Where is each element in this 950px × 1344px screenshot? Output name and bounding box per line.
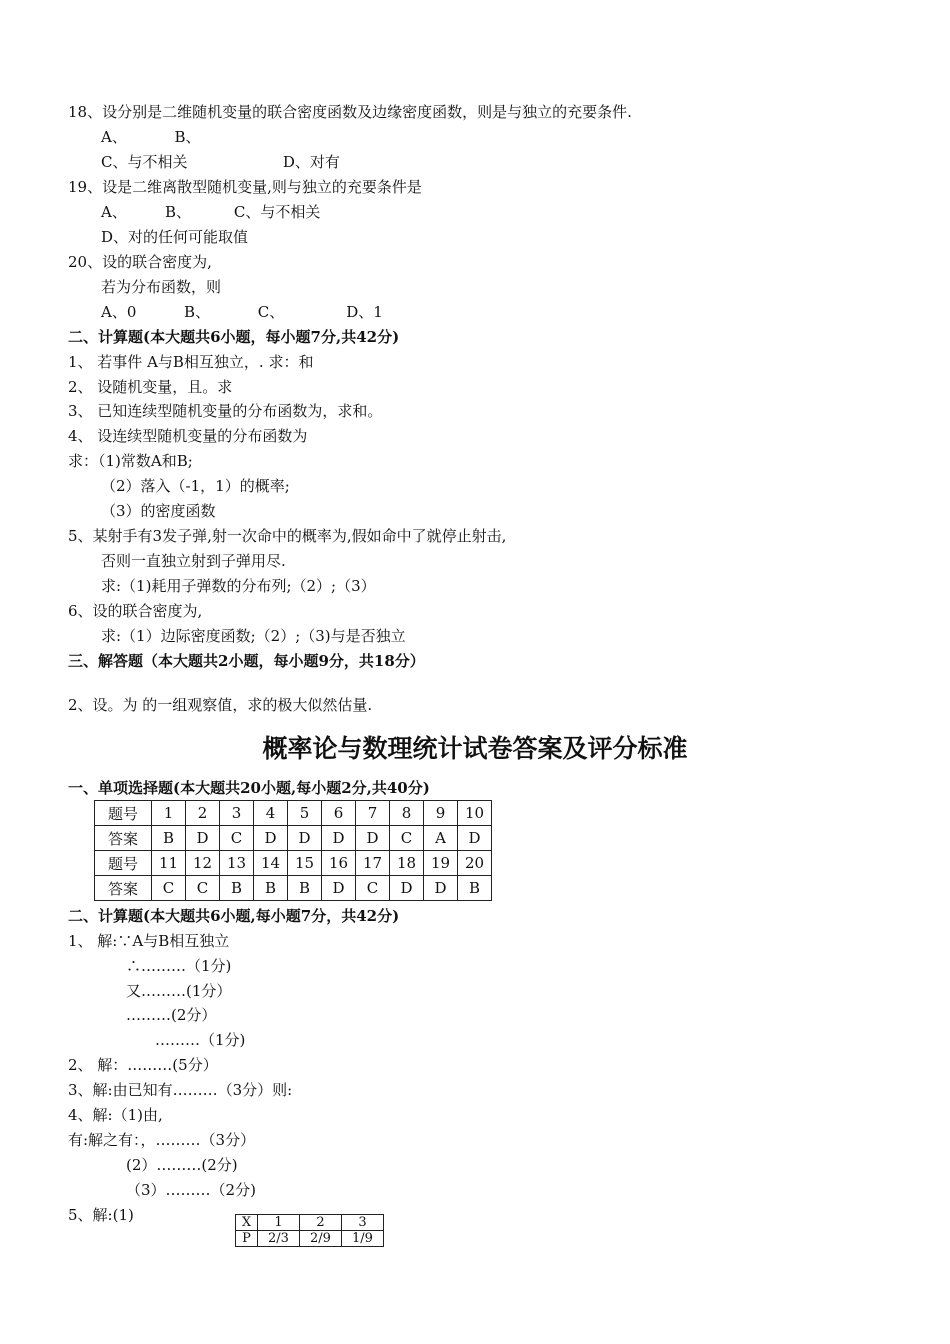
table-cell: B [152, 826, 186, 851]
solution-4-step2: (2）………(2分) [126, 1156, 238, 1174]
table-cell: D [390, 876, 424, 901]
solution-5: 5、解:(1) [68, 1206, 134, 1224]
calc-question-5-line3: 求:（1)耗用子弹数的分布列;（2）;（3） [101, 577, 376, 595]
solution-4-step3: （3）………（2分) [126, 1181, 256, 1199]
calc-question-2: 2、 设随机变量，且。求 [68, 378, 233, 396]
solution-2: 2、 解：………(5分） [68, 1056, 218, 1074]
table-cell: 2/3 [258, 1231, 300, 1247]
table-cell: 1 [258, 1215, 300, 1231]
answer-table [94, 800, 492, 901]
table-cell: 2 [300, 1215, 342, 1231]
answer-question-2: 2、设。为 的一组观察值，求的极大似然估量. [68, 696, 373, 714]
table-cell: D [458, 826, 492, 851]
section-2-heading: 二、计算题(本大题共6小题，每小题7分,共42分) [68, 328, 400, 346]
table-cell: D [322, 826, 356, 851]
table-cell: A [424, 826, 458, 851]
table-row [95, 801, 492, 826]
question-19-option-d: D、对的任何可能取值 [101, 228, 249, 246]
table-cell: B [254, 876, 288, 901]
table-cell: 20 [458, 851, 492, 876]
calc-question-5: 5、某射手有3发子弹,射一次命中的概率为,假如命中了就停止射击, [68, 527, 507, 545]
table-cell: 8 [390, 801, 424, 826]
calc-question-5-line2: 否则一直独立射到子弹用尽. [101, 552, 286, 570]
table-cell: 1/9 [342, 1231, 384, 1247]
table-cell: 16 [322, 851, 356, 876]
distribution-table [235, 1214, 384, 1247]
table-row [95, 826, 492, 851]
calc-question-1: 1、 若事件 A与B相互独立，. 求：和 [68, 353, 314, 371]
question-19: 19、设是二维离散型随机变量,则与独立的充要条件是 [68, 178, 422, 196]
solution-1: 1、 解:∵A与B相互独立 [68, 932, 230, 950]
table-cell: C [152, 876, 186, 901]
answer-section-1-heading: 一、单项选择题(本大题共20小题,每小题2分,共40分) [68, 779, 430, 797]
row-label: 答案 [95, 826, 152, 851]
solution-4: 4、解:（1)由, [68, 1106, 163, 1124]
table-cell: B [220, 876, 254, 901]
table-cell: 7 [356, 801, 390, 826]
calc-question-3: 3、 已知连续型随机变量的分布函数为，求和。 [68, 402, 383, 420]
table-row [236, 1231, 384, 1247]
calc-question-4-part3: （3）的密度函数 [101, 502, 216, 520]
table-cell: 3 [342, 1215, 384, 1231]
table-cell: 13 [220, 851, 254, 876]
solution-1-step4: ………（1分) [155, 1031, 246, 1049]
table-cell: 10 [458, 801, 492, 826]
table-cell: D [356, 826, 390, 851]
table-row [95, 851, 492, 876]
solution-1-step1: ∴………（1分) [126, 957, 232, 975]
answer-key-title: 概率论与数理统计试卷答案及评分标准 [262, 734, 688, 763]
table-cell: C [356, 876, 390, 901]
row-label: 答案 [95, 876, 152, 901]
table-cell: 4 [254, 801, 288, 826]
table-cell: B [458, 876, 492, 901]
table-cell: 15 [288, 851, 322, 876]
table-cell: D [254, 826, 288, 851]
question-20-line2: 若为分布函数，则 [101, 278, 222, 296]
question-18-options-cd: C、与不相关 D、对有 [101, 153, 340, 171]
table-cell: 2 [186, 801, 220, 826]
table-cell: 18 [390, 851, 424, 876]
table-row [236, 1215, 384, 1231]
answer-section-2-heading: 二、计算题(本大题共6小题,每小题7分，共42分) [68, 907, 400, 925]
table-cell: 2/9 [300, 1231, 342, 1247]
table-cell: 11 [152, 851, 186, 876]
table-cell: D [288, 826, 322, 851]
table-cell: C [186, 876, 220, 901]
calc-question-4: 4、 设连续型随机变量的分布函数为 [68, 427, 308, 445]
row-label: X [236, 1215, 258, 1231]
question-20: 20、设的联合密度为, [68, 253, 212, 271]
solution-1-step3: ………(2分） [126, 1006, 217, 1024]
table-cell: 3 [220, 801, 254, 826]
row-label: P [236, 1231, 258, 1247]
table-cell: C [220, 826, 254, 851]
calc-question-6: 6、设的联合密度为, [68, 602, 203, 620]
solution-4-step1: 有:解之有：，………（3分） [68, 1131, 256, 1149]
section-3-heading: 三、解答题（本大题共2小题，每小题9分，共18分） [68, 652, 425, 670]
table-cell: C [390, 826, 424, 851]
table-cell: 14 [254, 851, 288, 876]
table-cell: 12 [186, 851, 220, 876]
row-label: 题号 [95, 851, 152, 876]
table-cell: 19 [424, 851, 458, 876]
question-20-options: A、0 B、 C、 D、1 [101, 303, 383, 321]
table-cell: 9 [424, 801, 458, 826]
table-cell: D [186, 826, 220, 851]
table-cell: 1 [152, 801, 186, 826]
table-cell: B [288, 876, 322, 901]
table-cell: 5 [288, 801, 322, 826]
question-18: 18、设分别是二维随机变量的联合密度函数及边缘密度函数，则是与独立的充要条件. [68, 103, 632, 121]
table-row [95, 876, 492, 901]
table-cell: 6 [322, 801, 356, 826]
table-cell: D [322, 876, 356, 901]
question-18-options-ab: A、 B、 [101, 128, 201, 146]
calc-question-4-part1: 求：（1)常数A和B; [68, 452, 193, 470]
calc-question-4-part2: （2）落入（-1，1）的概率; [101, 477, 290, 495]
calc-question-6-line2: 求:（1）边际密度函数;（2）;（3)与是否独立 [101, 627, 406, 645]
solution-1-step2: 又………(1分） [126, 982, 232, 1000]
table-cell: D [424, 876, 458, 901]
solution-3: 3、解:由已知有………（3分）则: [68, 1081, 293, 1099]
question-19-options-abc: A、 B、 C、与不相关 [101, 203, 321, 221]
table-cell: 17 [356, 851, 390, 876]
row-label: 题号 [95, 801, 152, 826]
